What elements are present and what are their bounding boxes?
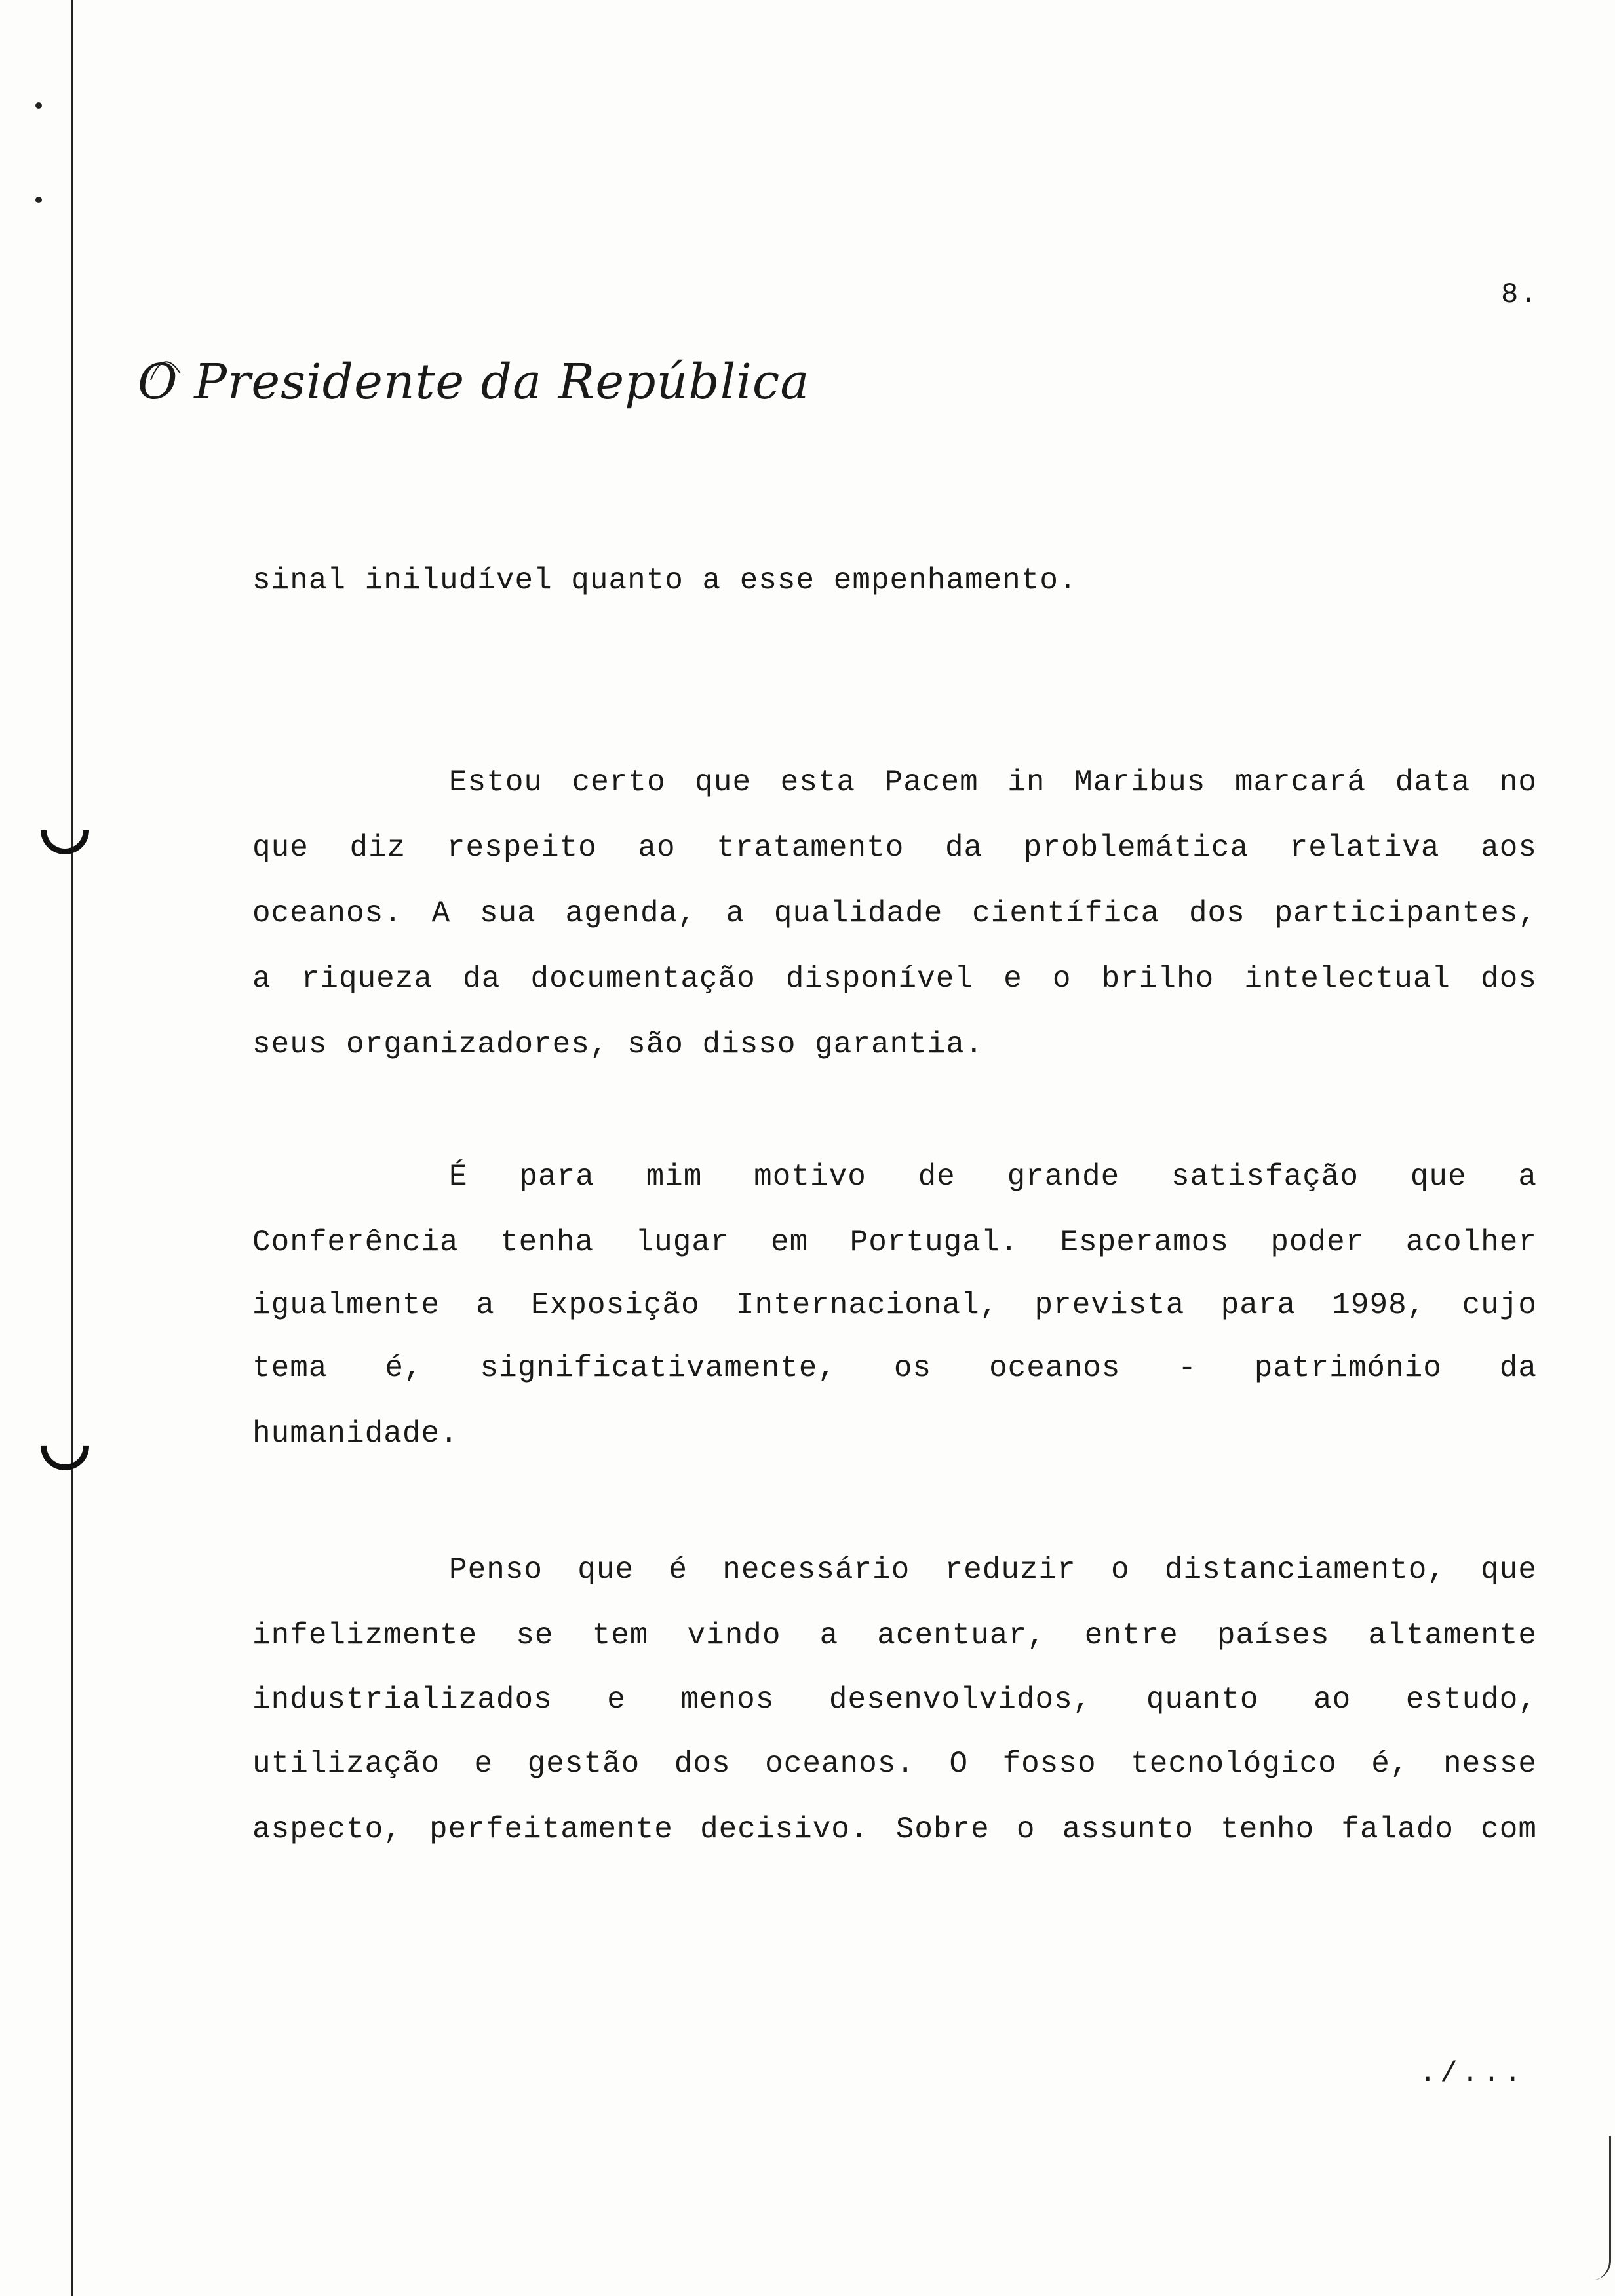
text-line: sinal iniludível quanto a esse empenhamento. bbox=[252, 564, 1078, 598]
text-line: a riqueza da documentação disponível e o brilho intelectual dos bbox=[252, 962, 1537, 996]
text-line: Conferência tenha lugar em Portugal. Esperamos poder acolher bbox=[252, 1225, 1537, 1259]
svg-text:O Presidente da República: O Presidente da República bbox=[138, 354, 810, 410]
letterhead-logo bbox=[138, 341, 810, 419]
margin-dot bbox=[35, 102, 42, 109]
text-line: aspecto, perfeitamente decisivo. Sobre o assunto tenho falado com bbox=[252, 1812, 1537, 1846]
text-line: tema é, significativamente, os oceanos - património da bbox=[252, 1351, 1537, 1385]
text-line: humanidade. bbox=[252, 1417, 459, 1451]
text-line: que diz respeito ao tratamento da problemática relativa aos bbox=[252, 831, 1537, 865]
binding-rule bbox=[71, 0, 73, 2296]
punch-hole-mark bbox=[31, 796, 100, 865]
text-line: igualmente a Exposição Internacional, prevista para 1998, cujo bbox=[252, 1288, 1537, 1322]
continuation-mark: ./... bbox=[1419, 2057, 1526, 2090]
page-edge-curl bbox=[1589, 2136, 1611, 2280]
text-line: seus organizadores, são disso garantia. bbox=[252, 1027, 984, 1062]
text-line: Estou certo que esta Pacem in Maribus marcará data no bbox=[449, 765, 1537, 799]
text-line: É para mim motivo de grande satisfação que a bbox=[449, 1160, 1537, 1194]
text-line: utilização e gestão dos oceanos. O fosso tecnológico é, nesse bbox=[252, 1747, 1537, 1781]
punch-hole-mark bbox=[31, 1412, 100, 1481]
text-line: Penso que é necessário reduzir o distanciamento, que bbox=[449, 1553, 1537, 1587]
text-line: oceanos. A sua agenda, a qualidade científica dos participantes, bbox=[252, 896, 1537, 930]
text-line: industrializados e menos desenvolvidos, quanto ao estudo, bbox=[252, 1683, 1537, 1717]
margin-dot bbox=[35, 197, 42, 203]
text-line: infelizmente se tem vindo a acentuar, entre países altamente bbox=[252, 1618, 1537, 1653]
page-number: 8. bbox=[1501, 278, 1538, 311]
